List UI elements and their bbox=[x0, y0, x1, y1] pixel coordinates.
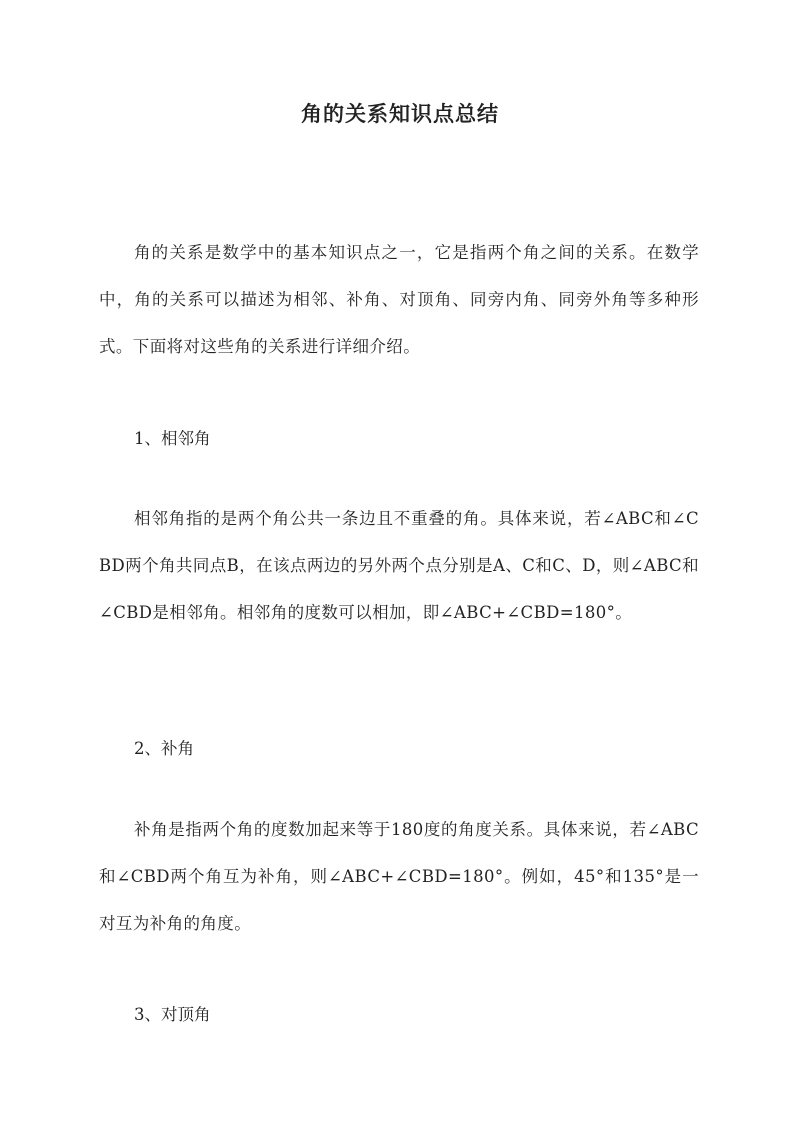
intro-paragraph: 角的关系是数学中的基本知识点之一，它是指两个角之间的关系。在数学中，角的关系可以描述为相邻、补角、对顶角、同旁内角、同旁外角等多种形式。下面将对这些角的关系进行详细介绍。 bbox=[99, 242, 699, 356]
section-heading-adjacent-angles: 1、相邻角 bbox=[134, 429, 211, 448]
section-heading-vertical-angles: 3、对顶角 bbox=[134, 1005, 211, 1024]
section-body-supplementary-angles: 补角是指两个角的度数加起来等于180度的角度关系。具体来说，若∠ABC和∠CBD两个角互为补角，则∠ABC+∠CBD=180°。例如，45°和135°是一对互为补角的角度。 bbox=[99, 819, 699, 933]
document-title: 角的关系知识点总结 bbox=[301, 101, 499, 126]
section-body-adjacent-angles: 相邻角指的是两个角公共一条边且不重叠的角。具体来说，若∠ABC和∠CBD两个角共同点B，在该点两边的另外两个点分别是A、C和C、D，则∠ABC和∠CBD是相邻角。相邻角的度数可以相加，即∠ABC+∠CBD=180°。 bbox=[99, 508, 699, 622]
section-heading-supplementary-angles: 2、补角 bbox=[134, 739, 194, 758]
